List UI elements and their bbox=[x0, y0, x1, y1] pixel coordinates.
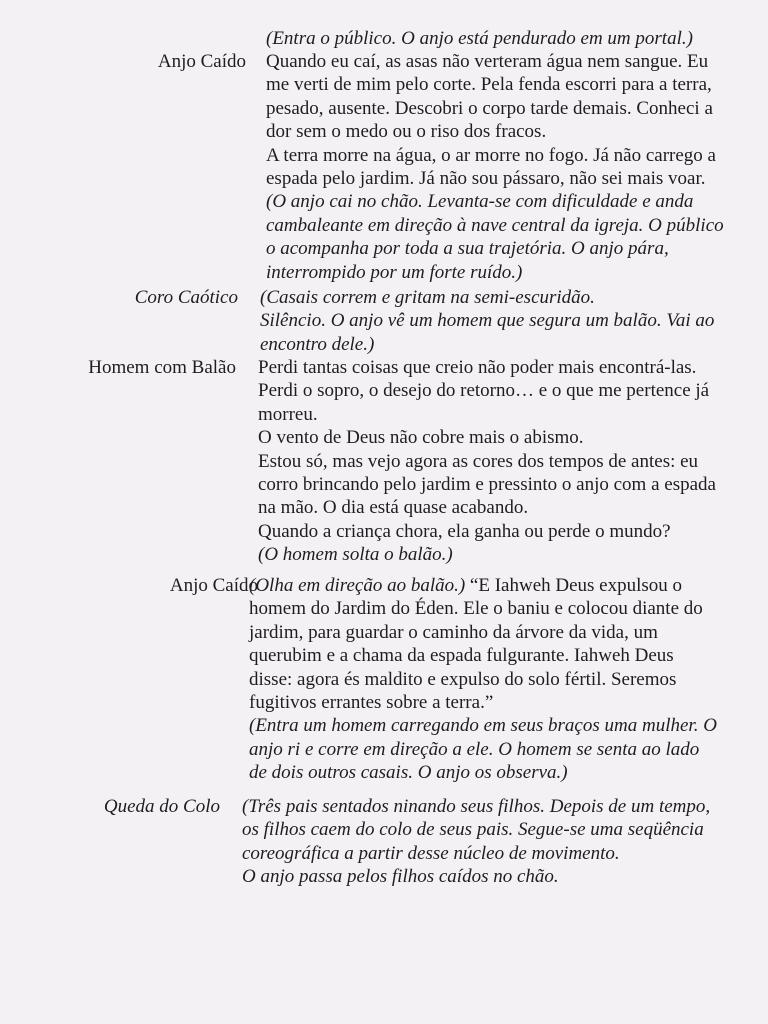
block-body bbox=[260, 286, 722, 356]
dialogue-paragraph: A terra morre na água, o ar morre no fogo. Já não carrego a espada pelo jardim. Já não sou pássaro, não sei mais voar. bbox=[266, 144, 716, 190]
speaker-name: Homem com Balão bbox=[88, 357, 236, 378]
stage-direction: O anjo passa pelos filhos caídos no chão. bbox=[242, 866, 559, 888]
stage-direction: (O homem solta o balão.) bbox=[258, 544, 453, 566]
speaker-name: Anjo Caído bbox=[157, 51, 246, 72]
dialogue-paragraph bbox=[249, 574, 721, 714]
stage-direction: (Entra um homem carregando em seus braços uma mulher. O anjo ri e corre em direção a ele. O homem se senta ao lado de dois outros casais. O anjo os observa.) bbox=[249, 715, 717, 784]
block-body bbox=[266, 50, 724, 284]
stage-direction-inline: (Olha em direção ao balão.) bbox=[249, 575, 466, 596]
speaker-name: Anjo Caído bbox=[169, 575, 258, 596]
dialogue-paragraph: Quando eu caí, as asas não verteram água nem sangue. Eu me verti de mim pelo corte. Pela fenda escorri para a terra, pesado, ausente. Descobri o corpo tarde demais. Conheci a dor sem o medo ou o riso dos fracos. bbox=[266, 51, 713, 143]
dialogue-paragraph: Quando a criança chora, ela ganha ou perde o mundo? bbox=[258, 520, 671, 542]
stage-direction: (Três pais sentados ninando seus filhos. Depois de um tempo, os filhos caem do colo de seus pais. Segue-se uma seqüência coreográfica a partir desse núcleo de movimento. bbox=[242, 796, 711, 864]
block-body bbox=[242, 795, 720, 889]
dialogue-paragraph: Perdi tantas coisas que creio não poder mais encontrá-las. Perdi o sopro, o desejo do retorno… e o que me pertence já morreu. bbox=[258, 357, 710, 425]
block-body bbox=[249, 574, 721, 785]
dialogue-paragraph: O vento de Deus não cobre mais o abismo. bbox=[258, 427, 584, 449]
dialogue-paragraph: Estou só, mas vejo agora as cores dos tempos de antes: eu corro brincando pelo jardim e pressinto o anjo com a espada na mão. O dia está quase acabando. bbox=[258, 450, 716, 519]
stage-direction: (Entra o público. O anjo está pendurado em um portal.) bbox=[266, 28, 693, 49]
stage-direction: (Casais correm e gritam na semi-escuridão. bbox=[260, 287, 595, 308]
stage-direction: (O anjo cai no chão. Levanta-se com dificuldade e anda cambaleante em direção à nave central da igreja. O público o acompanha por toda a sua trajetória. O anjo pára, interrompido por um forte ruído.) bbox=[266, 191, 724, 283]
speaker-name: Coro Caótico bbox=[134, 287, 238, 308]
speaker-name: Queda do Colo bbox=[103, 796, 220, 817]
block-body bbox=[266, 27, 736, 50]
stage-direction: Silêncio. O anjo vê um homem que segura um balão. Vai ao encontro dele.) bbox=[260, 310, 715, 355]
block-body bbox=[258, 356, 720, 567]
quoted-speech: “E Iahweh Deus expulsou o homem do Jardim do Éden. Ele o baniu e colocou diante do jardim, para guardar o caminho da árvore da vida, um querubim e a chama da espada fulgurante. Iahweh Deus disse: agora és maldito e expulso do solo fértil. Seremos fugitivos errantes sobre a terra.” bbox=[249, 575, 703, 714]
